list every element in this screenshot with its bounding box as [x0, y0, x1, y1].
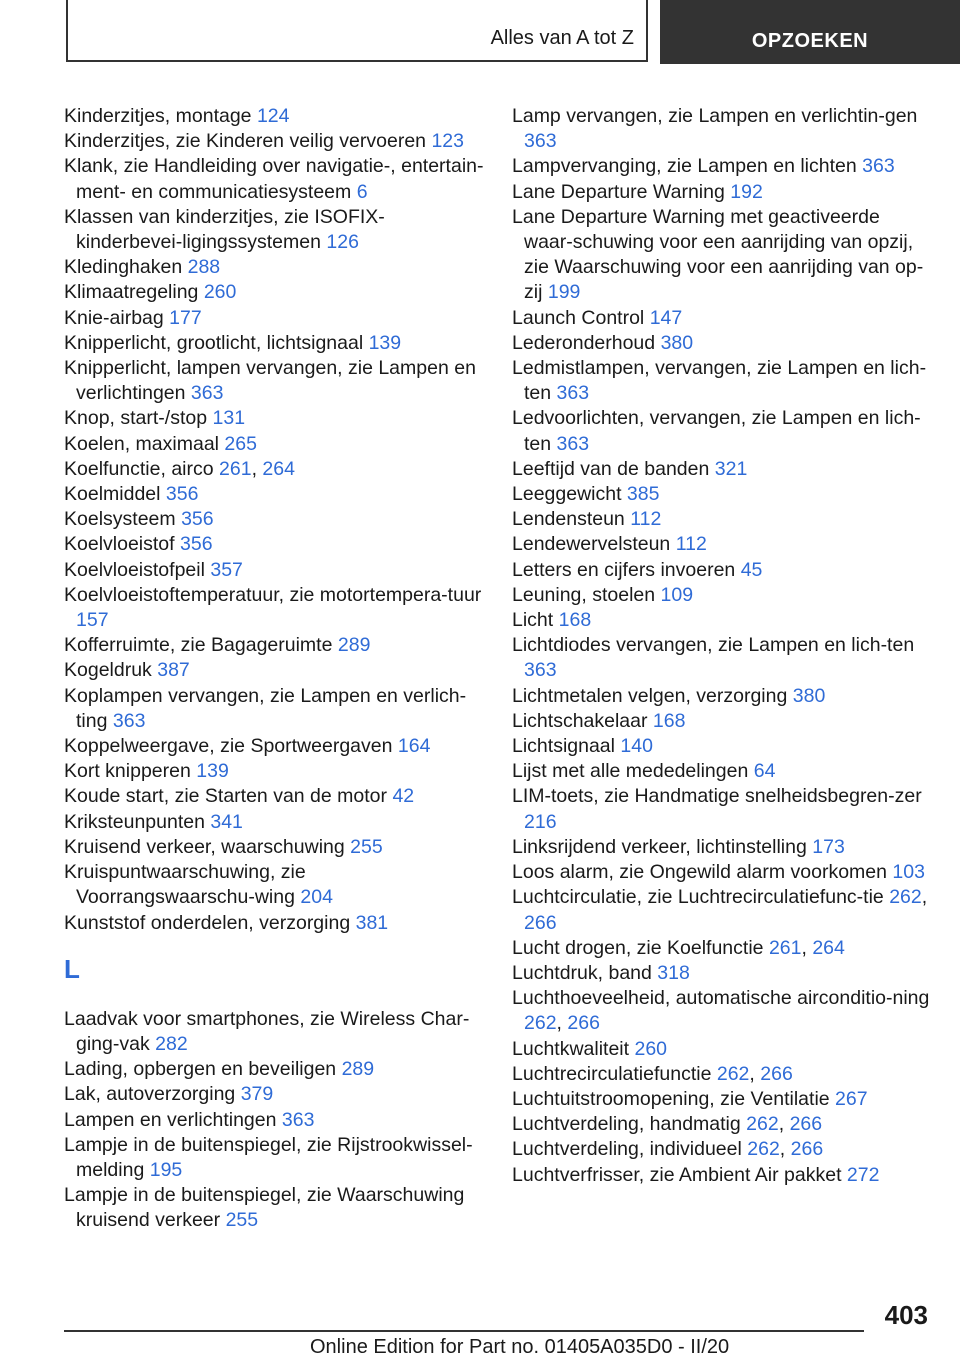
index-entry — [64, 1133, 484, 1183]
index-entry-term: Koelvloeistofpeil — [64, 558, 205, 581]
page-reference-link[interactable]: 264 — [812, 936, 845, 959]
index-entry — [512, 583, 932, 608]
index-entry: Luchtverdeling, handmatig 262, 266 — [512, 1113, 823, 1136]
index-entry-term: Lichtschakelaar — [512, 709, 648, 732]
index-entry — [512, 104, 932, 154]
index-entry — [64, 684, 484, 734]
page-reference-link[interactable]: 262 — [746, 1113, 779, 1136]
footer-edition-text: Online Edition for Part no. 01405A035D0 - II/20 — [310, 1336, 730, 1358]
page-reference-link[interactable]: 42 — [392, 785, 415, 808]
index-group-k — [64, 104, 484, 936]
index-entry — [512, 835, 932, 860]
index-entry-term: Ledvoorlichten, vervangen, zie Lampen en lich-ten — [512, 407, 921, 455]
index-entry — [512, 306, 932, 331]
index-entry-term: Lichtsignaal — [512, 735, 615, 758]
index-entry — [512, 154, 932, 179]
index-entry-term: Lading, opbergen en beveiligen — [64, 1058, 337, 1081]
index-entry-term: Luchtkwaliteit — [512, 1037, 630, 1060]
page-reference-link[interactable]: 168 — [652, 709, 686, 732]
index-entry-term: Lane Departure Warning met geactiveerde waar-schuwing voor een aanrijding van opzij, zie Waarschuwing voor een aanrijding van op-zij — [512, 205, 924, 304]
index-entry-term: Lucht drogen, zie Koelfunctie — [512, 936, 764, 959]
page-reference-link[interactable]: 264 — [262, 457, 295, 480]
index-entry — [512, 1163, 932, 1188]
index-entry-term: Lendewervelsteun — [512, 533, 671, 556]
index-entry — [64, 583, 484, 633]
index-entry — [512, 684, 932, 709]
index-entry-term: Launch Control — [512, 306, 645, 329]
index-entry-term: Kofferruimte, zie Bagageruimte — [64, 634, 333, 657]
page-reference-link[interactable]: 288 — [187, 256, 221, 279]
index-entry — [64, 658, 484, 683]
index-entry — [512, 709, 932, 734]
index-entry: Koelfunctie, airco 261, 264 — [64, 457, 295, 480]
index-entry-term: Knop, start-/stop — [64, 407, 208, 430]
index-entry-term: Klassen van kinderzitjes, zie ISOFIX-kinderbevei-ligingssystemen — [64, 205, 385, 254]
page-reference-link[interactable]: 356 — [181, 508, 214, 531]
index-entry — [64, 734, 484, 759]
index-entry-term: Leuning, stoelen — [512, 583, 656, 606]
index-entry-term: Licht — [512, 609, 554, 632]
page-reference-link[interactable]: 45 — [740, 558, 763, 581]
page-reference-link[interactable]: 282 — [155, 1032, 188, 1055]
section-letter: L — [64, 953, 80, 984]
index-entry-term: Letters en cijfers invoeren — [512, 558, 736, 581]
index-entry — [64, 129, 484, 154]
page-reference-link[interactable]: 147 — [649, 306, 683, 329]
index-entry-term: Knipperlicht, grootlicht, lichtsignaal — [64, 331, 364, 354]
index-entry: Luchtverdeling, individueel 262, 266 — [512, 1138, 824, 1161]
index-entry — [64, 1183, 484, 1233]
page-reference-link[interactable]: 289 — [341, 1058, 375, 1081]
index-entry — [512, 1087, 932, 1112]
index-entry-term: Knie-airbag — [64, 306, 164, 329]
page-reference-link[interactable]: 321 — [714, 457, 748, 480]
page-reference-link[interactable]: 363 — [190, 382, 224, 405]
index-entry-term: Lampen en verlichtingen — [64, 1108, 277, 1131]
index-entry — [64, 835, 484, 860]
page-reference-link[interactable]: 267 — [835, 1087, 868, 1110]
page-reference-link[interactable]: 262 — [889, 886, 922, 909]
index-entry-term: Lichtdiodes vervangen, zie Lampen en lich-ten — [512, 634, 915, 657]
index-entry-term: Lendensteun — [512, 508, 625, 531]
index-entry-term: Kledinghaken — [64, 256, 183, 279]
index-entry — [64, 356, 484, 406]
header-tab-label: OPZOEKEN — [751, 30, 869, 52]
index-entry — [512, 507, 932, 532]
page-reference-link[interactable]: 173 — [812, 835, 845, 858]
page-reference-link[interactable]: 140 — [620, 735, 653, 758]
index-entry-term: Lampvervanging, zie Lampen en lichten — [512, 155, 857, 178]
page-reference-link[interactable]: 260 — [634, 1037, 668, 1060]
index-entry — [512, 532, 932, 557]
index-entry: Luchthoeveelheid, automatische airconditio-ning 262, 266 — [512, 987, 930, 1035]
page-reference-link[interactable]: 357 — [210, 558, 243, 581]
index-entry — [64, 432, 484, 457]
page-reference-link[interactable]: 103 — [892, 861, 925, 884]
page-reference-link[interactable]: 356 — [165, 483, 199, 506]
index-entry-term: Kinderzitjes, zie Kinderen veilig vervoeren — [64, 130, 427, 153]
index-entry — [512, 482, 932, 507]
index-entry-term: Linksrijdend verkeer, lichtinstelling — [512, 835, 807, 858]
page-reference-link[interactable]: 363 — [862, 155, 895, 178]
index-entry-term: Lijst met alle mededelingen — [512, 760, 749, 783]
index-column-right — [512, 104, 932, 1188]
page-reference-link[interactable]: 177 — [169, 306, 202, 329]
page-reference-link[interactable]: 112 — [675, 533, 707, 556]
page-reference-link[interactable]: 195 — [149, 1158, 183, 1181]
index-entry-term: Luchtdruk, band — [512, 961, 652, 984]
index-entry — [512, 205, 932, 306]
index-entry-term: Koelvloeistoftemperatuur, zie motortempera-tuur — [64, 583, 482, 606]
index-entry-term: Luchtverdeling, individueel — [512, 1138, 742, 1161]
index-entry-term: Koelen, maximaal — [64, 432, 219, 455]
index-entry — [64, 154, 484, 204]
page-reference-link[interactable]: 124 — [256, 105, 290, 127]
footer-divider — [64, 1330, 864, 1332]
page-reference-link[interactable]: 266 — [524, 911, 557, 934]
header-tab[interactable] — [660, 0, 960, 64]
header-section-label: Alles van A tot Z — [490, 27, 634, 49]
page-reference-link[interactable]: 363 — [112, 709, 146, 732]
page-reference-link[interactable]: 380 — [792, 684, 826, 707]
page-reference-link[interactable]: 356 — [180, 533, 213, 556]
index-entry — [512, 608, 932, 633]
page-reference-link[interactable]: 168 — [558, 609, 592, 632]
page-reference-link[interactable]: 318 — [657, 961, 690, 984]
page-reference-link[interactable]: 266 — [760, 1062, 793, 1085]
index-entry — [512, 558, 932, 583]
index-entry-term: Luchtrecirculatiefunctie — [512, 1062, 712, 1085]
page-reference-link[interactable]: 265 — [224, 432, 257, 455]
page-reference-link[interactable]: 266 — [790, 1138, 824, 1161]
page-reference-link[interactable]: 261 — [768, 936, 802, 959]
index-entry — [64, 532, 484, 557]
page-number: 403 — [884, 1300, 928, 1330]
index-entry — [64, 1007, 484, 1057]
page-reference-link[interactable]: 381 — [355, 911, 389, 934]
index-entry-term: Ledmistlampen, vervangen, zie Lampen en lich-ten — [512, 357, 927, 405]
page-reference-link[interactable]: 266 — [567, 1012, 600, 1035]
index-entry — [64, 784, 484, 809]
page-reference-link[interactable]: 363 — [556, 432, 590, 455]
index-entry — [64, 205, 484, 255]
page-reference-link[interactable]: 363 — [524, 130, 557, 153]
index-entry — [64, 1057, 484, 1082]
index-entry — [64, 331, 484, 356]
index-group-l — [64, 1007, 484, 1234]
index-entry-term: Koelfunctie, airco — [64, 457, 214, 480]
page-reference-link[interactable]: 341 — [210, 810, 243, 833]
index-entry-term: Kriksteunpunten — [64, 810, 205, 833]
page-reference-link[interactable]: 109 — [660, 583, 694, 606]
page-reference-link[interactable]: 112 — [630, 508, 662, 531]
index-entry-term: Lane Departure Warning — [512, 180, 725, 203]
page-reference-link[interactable]: 363 — [524, 659, 557, 682]
page-reference-link[interactable]: 216 — [524, 810, 557, 833]
index-entry-term: Knipperlicht, lampen vervangen, zie Lampen en verlichtingen — [64, 357, 476, 405]
index-entry-term: Kogeldruk — [64, 659, 152, 682]
page-reference-link[interactable]: 139 — [196, 760, 229, 783]
index-entry-term: Luchtverfrisser, zie Ambient Air pakket — [512, 1163, 842, 1186]
index-entry-term: Luchthoeveelheid, automatische airconditio-ning — [512, 987, 930, 1010]
page-reference-link[interactable]: 6 — [356, 180, 368, 203]
index-entry — [512, 784, 932, 834]
index-entry-term: Koplampen vervangen, zie Lampen en verlich-ting — [64, 684, 467, 732]
page-reference-link[interactable]: 255 — [225, 1209, 259, 1232]
index-entry-term: Lederonderhoud — [512, 331, 656, 354]
index-entry — [64, 104, 484, 129]
index-entry — [512, 406, 932, 456]
index-entry — [512, 331, 932, 356]
index-entry-term: Leeggewicht — [512, 483, 622, 506]
index-entry — [64, 255, 484, 280]
index-entry-term: Lampje in de buitenspiegel, zie Rijstrookwissel-melding — [64, 1133, 473, 1181]
page-reference-link[interactable]: 157 — [76, 609, 109, 632]
index-entry — [64, 558, 484, 583]
index-entry-term: Klimaatregeling — [64, 281, 199, 304]
index-entry — [512, 734, 932, 759]
index-entry — [64, 810, 484, 835]
index-entry — [64, 306, 484, 331]
page-reference-link[interactable]: 126 — [326, 231, 359, 254]
page-reference-link[interactable]: 385 — [626, 483, 660, 506]
index-entry: Lucht drogen, zie Koelfunctie 261, 264 — [512, 936, 845, 959]
page-reference-link[interactable]: 260 — [203, 281, 237, 304]
index-entry: Luchtrecirculatiefunctie 262, 266 — [512, 1062, 793, 1085]
page-reference-link[interactable]: 387 — [157, 659, 190, 682]
index-entry — [512, 633, 932, 683]
page-reference-link[interactable]: 272 — [846, 1163, 880, 1186]
page-reference-link[interactable]: 261 — [219, 457, 252, 480]
page-reference-link[interactable]: 255 — [350, 835, 383, 858]
page-reference-link[interactable]: 379 — [240, 1083, 274, 1106]
page-reference-link[interactable]: 380 — [660, 331, 694, 354]
page-reference-link[interactable]: 123 — [431, 130, 464, 153]
index-entry — [512, 180, 932, 205]
page-reference-link[interactable]: 164 — [397, 735, 431, 758]
index-entry-term: Kinderzitjes, montage — [64, 105, 252, 127]
index-entry — [64, 759, 484, 784]
index-entry-term: Koude start, zie Starten van de motor — [64, 785, 388, 808]
index-entry — [64, 482, 484, 507]
index-entry-term: Luchtverdeling, handmatig — [512, 1113, 741, 1136]
index-entry — [512, 860, 932, 885]
page-reference-link[interactable]: 262 — [524, 1012, 557, 1035]
index-entry-term: Lamp vervangen, zie Lampen en verlichtin-gen — [512, 105, 918, 127]
index-entry — [512, 457, 932, 482]
header-section-box — [66, 0, 648, 62]
index-entry-term: Lampje in de buitenspiegel, zie Waarschuwing kruisend verkeer — [64, 1184, 465, 1232]
page-reference-link[interactable]: 262 — [716, 1062, 750, 1085]
page-reference-link[interactable]: 289 — [337, 634, 371, 657]
index-entry-term: Laadvak voor smartphones, zie Wireless Char-ging-vak — [64, 1007, 470, 1055]
index-entry-term: Koppelweergave, zie Sportweergaven — [64, 735, 393, 758]
index-entry-term: Koelvloeistof — [64, 533, 175, 556]
index-entry-term: LIM-toets, zie Handmatige snelheidsbegren-zer — [512, 785, 922, 808]
index-entry — [64, 507, 484, 532]
index-entry — [64, 911, 484, 936]
page-reference-link[interactable]: 363 — [556, 382, 590, 405]
page-reference-link[interactable]: 131 — [212, 407, 246, 430]
index-entry — [512, 961, 932, 986]
index-entry-term: Koelmiddel — [64, 483, 161, 506]
index-entry — [64, 1108, 484, 1133]
index-entry-term: Koelsysteem — [64, 508, 176, 531]
index-entry-term: Klank, zie Handleiding over navigatie-, entertain-ment- en communicatiesysteem — [64, 155, 484, 203]
page-reference-link[interactable]: 204 — [300, 886, 333, 909]
index-entry-term: Kort knipperen — [64, 760, 191, 783]
index-entry — [64, 280, 484, 305]
page-reference-link[interactable]: 139 — [368, 331, 402, 354]
index-entry-term: Kruisend verkeer, waarschuwing — [64, 835, 345, 858]
page-reference-link[interactable]: 266 — [789, 1113, 823, 1136]
index-entry: Luchtcirculatie, zie Luchtrecirculatiefunc-tie 262, 266 — [512, 886, 928, 934]
page-reference-link[interactable]: 363 — [281, 1108, 315, 1131]
index-entry — [64, 633, 484, 658]
index-entry-term: Leeftijd van de banden — [512, 457, 710, 480]
index-entry-term: Lichtmetalen velgen, verzorging — [512, 684, 788, 707]
index-group-l-continued — [512, 104, 932, 1188]
page-reference-link[interactable]: 192 — [730, 180, 763, 203]
index-entry-term: Lak, autoverzorging — [64, 1083, 236, 1106]
index-entry-term: Kunststof onderdelen, verzorging — [64, 911, 351, 934]
page-reference-link[interactable]: 199 — [547, 281, 581, 304]
index-entry — [512, 1037, 932, 1062]
index-entry — [512, 356, 932, 406]
index-entry — [512, 759, 932, 784]
index-entry-term: Luchtcirculatie, zie Luchtrecirculatiefunc-tie — [512, 886, 884, 909]
index-entry — [64, 406, 484, 431]
index-entry — [64, 860, 484, 910]
index-column-left — [64, 104, 484, 1234]
index-entry-term: Luchtuitstroomopening, zie Ventilatie — [512, 1087, 830, 1110]
index-entry-term: Kruispuntwaarschuwing, zie Voorrangswaarschu-wing — [64, 861, 306, 909]
page-reference-link[interactable]: 262 — [747, 1138, 780, 1161]
index-entry — [64, 1082, 484, 1107]
index-entry-term: Loos alarm, zie Ongewild alarm voorkomen — [512, 861, 887, 884]
page-reference-link[interactable]: 64 — [753, 760, 776, 783]
